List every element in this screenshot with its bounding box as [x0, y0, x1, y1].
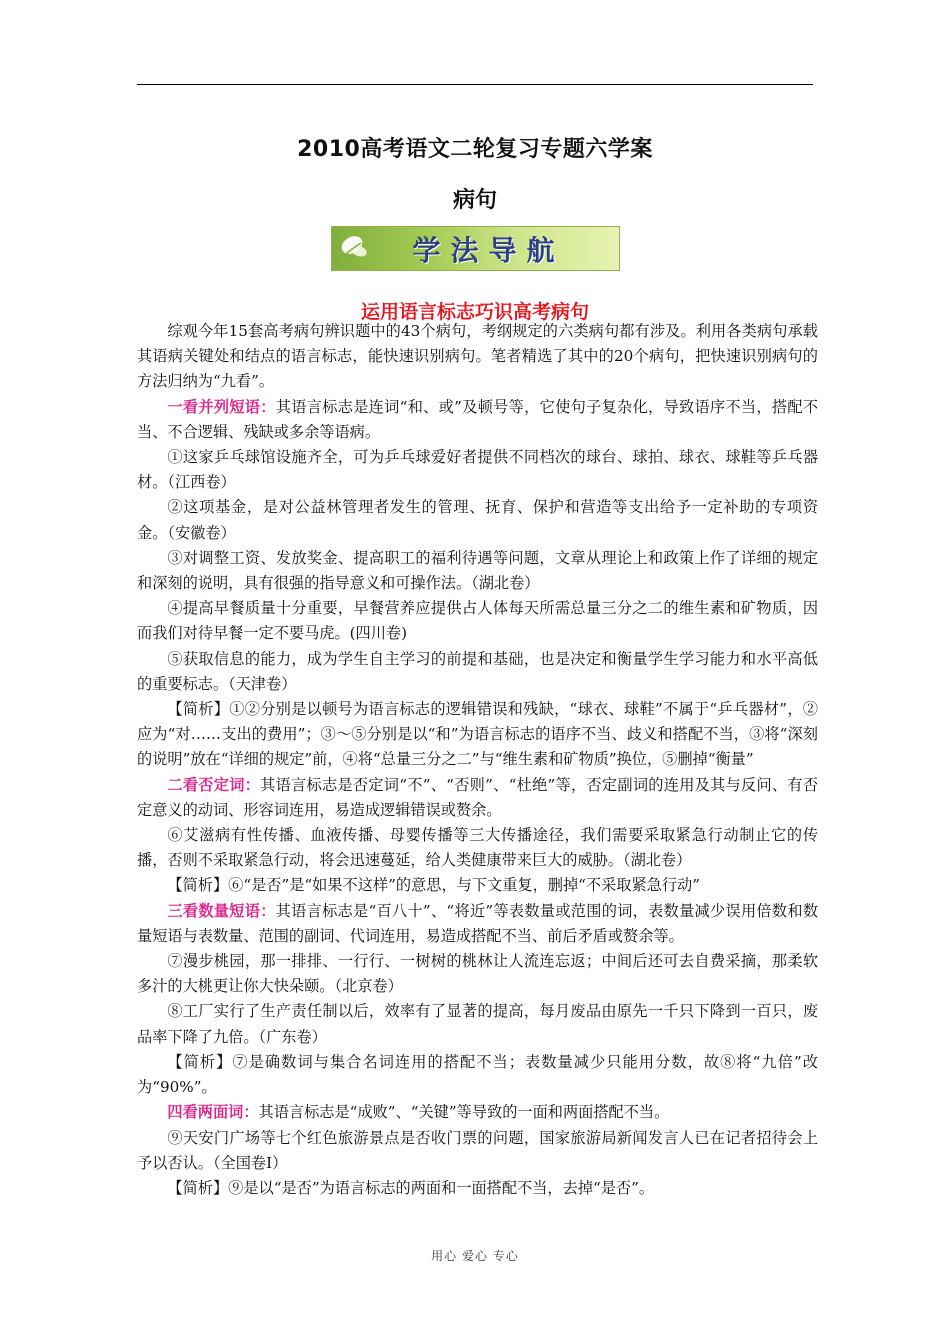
example-item: ⑧工厂实行了生产责任制以后，效率有了显著的提高，每月废品由原先一千只下降到一百只，废品率下降了九倍。（广东卷）: [137, 1002, 818, 1046]
section-2-label: 二看否定词：: [167, 775, 261, 794]
example-item: ②这项基金，是对公益林管理者发生的管理、抚育、保护和营造等支出给予一定补助的专项资金。（安徽卷）: [137, 498, 818, 542]
section-4-label: 四看两面词：: [167, 1103, 259, 1122]
example-item: ⑦漫步桃园，那一排排、一行行、一树树的桃林让人流连忘返；中间后还可去自费采摘，那柔软多汁的大桃更让你大快朵颐。（北京卷）: [137, 952, 818, 996]
example-item: ④提高早餐质量十分重要，早餐营养应提供占人体每天所需总量三分之二的维生素和矿物质，因而我们对待早餐一定不要马虎。(四川卷): [137, 599, 818, 643]
section-4-desc: 四看两面词：其语言标志是“成败”、“关键”等导致的一面和两面搭配不当。: [167, 1103, 670, 1122]
document-subtitle: 病句: [452, 188, 497, 213]
section-3-label: 三看数量短语：: [167, 901, 276, 920]
document-body: [137, 319, 818, 1201]
section-1-label: 一看并列短语：: [167, 397, 276, 416]
study-guide-banner: [331, 226, 620, 271]
section-heading: 运用语言标志巧识高考病句: [360, 301, 589, 323]
header-rule: [137, 84, 813, 85]
page-footer: 用心 爱心 专心: [431, 1249, 519, 1263]
document-title: 2010高考语文二轮复习专题六学案: [297, 137, 653, 162]
analysis-paragraph: 【简析】⑦是确数词与集合名词连用的搭配不当；表数量减少只能用分数，故⑧将“九倍”改为“90%”。: [137, 1052, 818, 1097]
analysis-paragraph: 【简析】①②分别是以顿号为语言标志的逻辑错误和残缺，“球衣、球鞋”不属于“乒乓器材”，②应为“对……支出的费用”；③～⑤分别是以“和”为语言标志的语序不当、歧义和搭配不当，③将“深刻的说明”放在“详细的规定”前，④将“总量三分之二”与“维生素和矿物质”换位，⑤删掉“衡量”: [137, 700, 818, 769]
example-item: ⑨天安门广场等七个红色旅游景点是否收门票的问题，国家旅游局新闻发言人已在记者招待会上予以否认。（全国卷Ⅰ）: [137, 1128, 818, 1172]
example-item: ⑤获取信息的能力，成为学生自主学习的前提和基础，也是决定和衡量学生学习能力和水平高低的重要标志。（天津卷）: [137, 649, 818, 693]
analysis-paragraph: 【简析】⑥“是否”是“如果不这样”的意思，与下文重复，删掉“不采取紧急行动”: [167, 876, 700, 895]
section-2-desc: 二看否定词：其语言标志是否定词“不”、“否则”、“杜绝”等，否定副词的连用及其与反问、有否定意义的动词、形容词连用，易造成逻辑错误或赘余。: [137, 775, 819, 819]
intro-paragraph: 综观今年15套高考病句辨识题中的43个病句，考纲规定的六类病句都有涉及。利用各类病句承载其语病关键处和结点的语言标志，能快速识别病句。笔者精选了其中的20个病句，把快速识别病句的方法归纳为“九看”。: [137, 322, 818, 391]
example-item: ①这家乒乓球馆设施齐全，可为乒乓球爱好者提供不同档次的球台、球拍、球衣、球鞋等乒乓器材。（江西卷）: [137, 448, 818, 492]
example-item: ⑥艾滋病有性传播、血液传播、母婴传播等三大传播途径，我们需要采取紧急行动制止它的传播，否则不采取紧急行动，将会迅速蔓延，给人类健康带来巨大的威胁。（湖北卷）: [137, 826, 818, 870]
section-3-desc: 三看数量短语：其语言标志是“百八十”、“将近”等表数量或范围的词，表数量减少误用倍数和数量短语与表数量、范围的副词、代词连用，易造成搭配不当、前后矛盾或赘余等。: [137, 901, 819, 945]
section-1-desc: 一看并列短语：其语言标志是连词“和、或”及顿号等，它使句子复杂化，导致语序不当，搭配不当、不合逻辑、残缺或多余等语病。: [137, 397, 819, 441]
analysis-paragraph: 【简析】⑨是以“是否”为语言标志的两面和一面搭配不当，去掉“是否”。: [167, 1178, 655, 1197]
leaf-icon: [337, 231, 371, 265]
banner-label: 学法导航: [412, 233, 565, 267]
example-item: ③对调整工资、发放奖金、提高职工的福利待遇等问题，文章从理论上和政策上作了详细的规定和深刻的说明，具有很强的指导意义和可操作法。（湖北卷）: [137, 548, 818, 593]
